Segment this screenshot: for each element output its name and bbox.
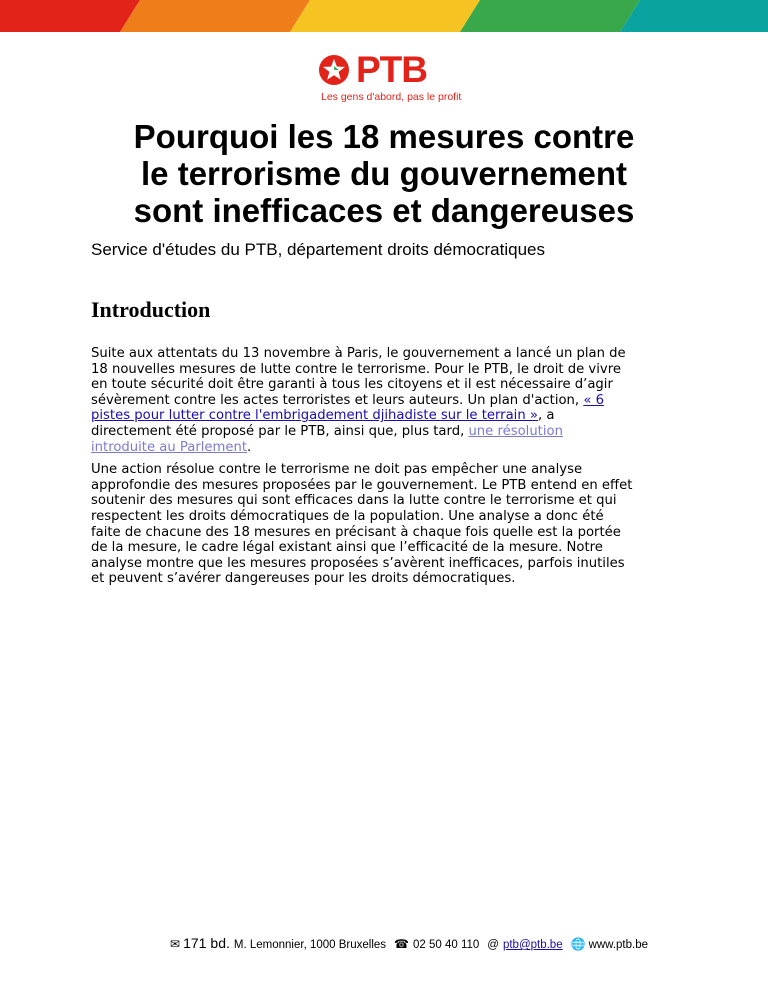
footer-street-number: 171 xyxy=(183,935,207,951)
footer-address: M. Lemonnier, 1000 Bruxelles xyxy=(233,939,387,951)
text-line: de la mesure, le cadre légal existant ainsi que l’efficacité de la mesure. Notre xyxy=(91,540,603,556)
footer-website: www.ptb.be xyxy=(588,939,649,951)
at-symbol: @ xyxy=(487,939,499,951)
globe-icon: 🌐 xyxy=(570,937,586,951)
footer-street-abbr: bd. xyxy=(210,935,230,951)
text-line xyxy=(91,440,683,456)
text-line: et peuvent s’avérer dangereuses pour les droits démocratiques. xyxy=(91,571,516,587)
band-segment-green xyxy=(460,0,640,32)
logo-tagline: Les gens d'abord, pas le profit xyxy=(321,91,462,103)
page-footer xyxy=(170,935,648,951)
title-line: le terrorisme du gouvernement xyxy=(141,155,627,192)
link-resolution[interactable]: une résolution xyxy=(468,423,563,439)
text-line: approfondie des mesures proposées par le gouvernement. Le PTB entend en effet xyxy=(91,477,633,493)
text-line: Suite aux attentats du 13 novembre à Paris, le gouvernement a lancé un plan de xyxy=(91,346,626,361)
paragraph-1 xyxy=(91,346,683,455)
paragraph-2 xyxy=(91,462,683,587)
text-line xyxy=(91,424,683,440)
envelope-icon: ✉ xyxy=(170,937,181,951)
footer-phone: 02 50 40 110 xyxy=(412,939,480,951)
band-segment-orange xyxy=(120,0,310,32)
band-segment-red xyxy=(0,0,140,32)
link-6-pistes[interactable]: « 6 xyxy=(583,392,604,408)
text-line: respectent les droits démocratiques de la population. Une analyse a donc été xyxy=(91,508,604,524)
introduction-body xyxy=(91,346,683,594)
text-line xyxy=(91,408,683,424)
footer-email-link[interactable]: ptb@ptb.be xyxy=(502,939,563,951)
text-line: Une action résolue contre le terrorisme ne doit pas empêcher une analyse xyxy=(91,462,583,478)
link-6-pistes-cont[interactable]: pistes pour lutter contre l'embrigadement djihadiste sur le terrain » xyxy=(91,408,538,424)
text-line: 18 nouvelles mesures de lutte contre le terrorisme. Pour le PTB, le droit de vivre xyxy=(91,361,621,377)
star-icon xyxy=(318,54,350,86)
text-fragment: directement été proposé par le PTB, ainsi que, plus tard, xyxy=(91,423,469,439)
ptb-logo xyxy=(318,49,462,104)
band-segment-teal xyxy=(620,0,768,32)
text-fragment: , a xyxy=(537,408,555,424)
text-line: en toute sécurité doit être garanti à tous les citoyens et il est nécessaire d’agir xyxy=(91,377,613,393)
text-line: analyse montre que les mesures proposées s’avèrent inefficaces, parfois inutiles xyxy=(91,555,625,571)
band-segment-yellow xyxy=(290,0,480,32)
text-line: soutenir des mesures qui sont efficaces dans la lutte contre le terrorisme et qui xyxy=(91,493,617,509)
section-heading-introduction: Introduction xyxy=(91,297,211,322)
logo-brand: PTB xyxy=(356,49,427,90)
header-color-band xyxy=(0,0,768,32)
text-line: faite de chacune des 18 mesures en précisant à chaque fois quelle est la portée xyxy=(91,524,621,540)
link-resolution-cont[interactable]: introduite au Parlement xyxy=(91,439,248,455)
document-title xyxy=(60,118,708,229)
title-line: Pourquoi les 18 mesures contre xyxy=(133,118,635,155)
text-fragment: sévèrement contre les actes terroristes et leurs auteurs. Un plan d'action, xyxy=(91,392,584,408)
document-subtitle: Service d'études du PTB, département droits démocratiques xyxy=(91,240,545,259)
title-line: sont inefficaces et dangereuses xyxy=(133,192,635,229)
text-fragment: . xyxy=(247,439,252,455)
text-line xyxy=(91,393,683,409)
phone-icon: ☎ xyxy=(394,937,409,951)
